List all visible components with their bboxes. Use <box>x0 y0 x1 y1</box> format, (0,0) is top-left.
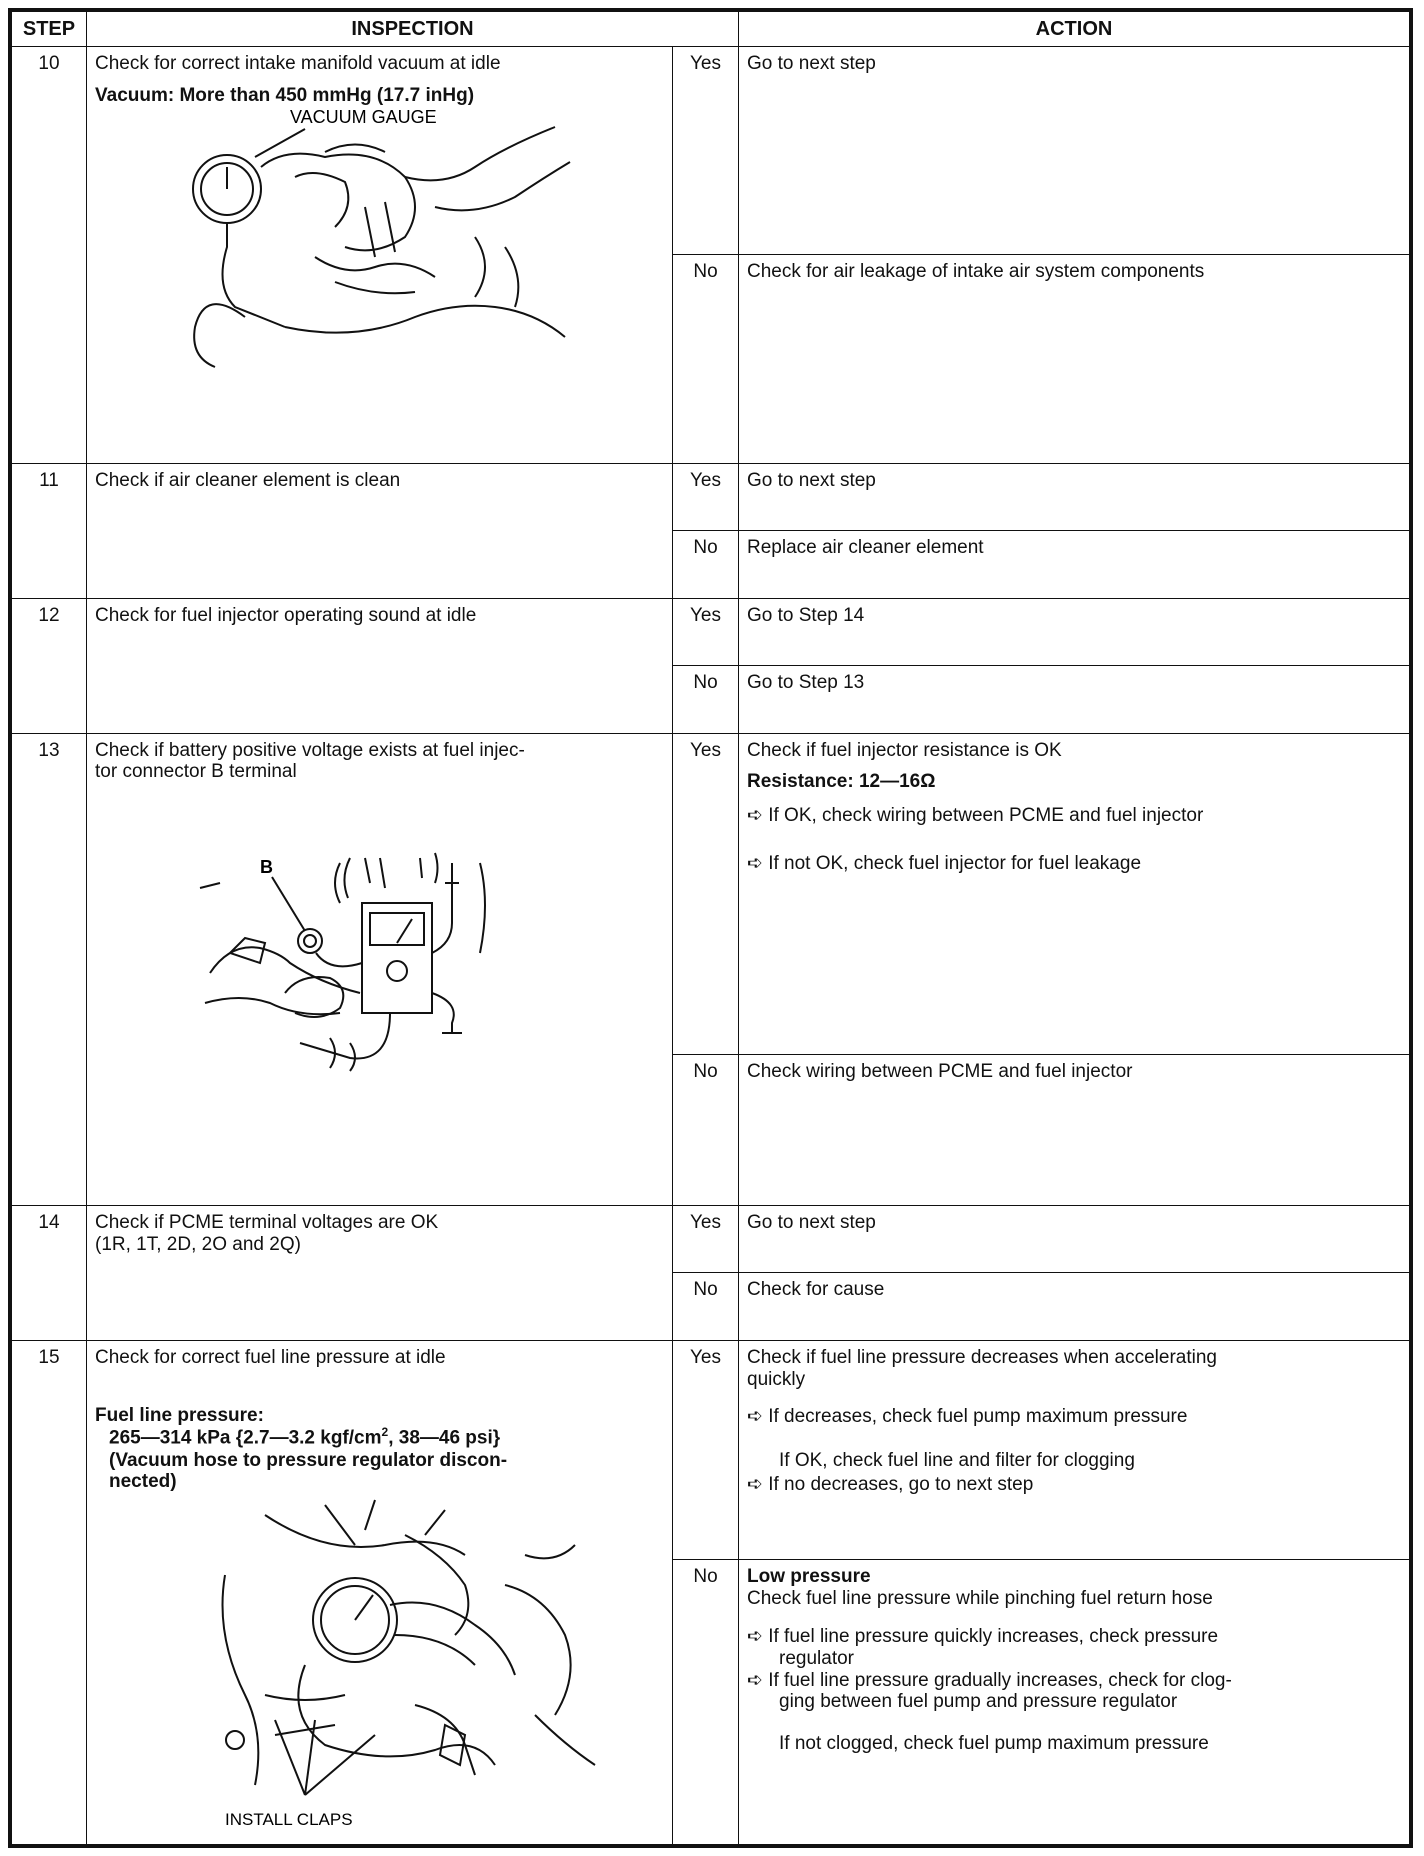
terminal-b-label: B <box>260 857 273 878</box>
pressure-spec-value: 265—314 kPa {2.7—3.2 kgf/$cm^2$, 38—46 psi} <box>109 1425 501 1449</box>
yes-action: Go to next step <box>739 1206 1410 1273</box>
step-15-yes-action <box>739 1340 1410 1559</box>
no-label: No <box>673 666 739 733</box>
header-inspection: INSPECTION <box>87 12 739 47</box>
no-action: Check wiring between PCME and fuel injector <box>739 1055 1410 1206</box>
no-label: No <box>673 1560 739 1845</box>
inspection-text: Check for correct intake manifold vacuum at idle <box>95 53 501 74</box>
yes-label: Yes <box>673 1340 739 1559</box>
step-number: 15 <box>12 1340 87 1844</box>
no-action: Check fuel line pressure while pinching fuel return hose <box>747 1588 1213 1610</box>
step-10-inspection <box>87 47 673 464</box>
pressure-spec-note-2: nected) <box>109 1471 177 1493</box>
low-pressure-title: Low pressure <box>747 1566 871 1588</box>
no-label: No <box>673 1273 739 1340</box>
if-ok-clogging-note: If OK, check fuel line and filter for clogging <box>779 1450 1135 1472</box>
header-row <box>12 12 1410 47</box>
step-13-yes-row <box>12 733 1410 1055</box>
step-number: 11 <box>12 464 87 599</box>
if-not-ok-note: ➪ If not OK, check fuel injector for fuel leakage <box>747 853 1142 875</box>
yes-label: Yes <box>673 733 739 1055</box>
if-no-decreases-note: ➪ If no decreases, go to next step <box>747 1474 1034 1496</box>
vacuum-spec: Vacuum: More than 450 mmHg (17.7 inHg) <box>95 84 475 106</box>
inspection-text-line-2: (1R, 1T, 2D, 2O and 2Q) <box>95 1233 301 1255</box>
gradual-increase-note-1: ➪ If fuel line pressure gradually increases, check for clog- <box>747 1669 1232 1691</box>
no-label: No <box>673 255 739 464</box>
quick-increase-note-1: ➪ If fuel line pressure quickly increases, check pressure <box>747 1625 1219 1647</box>
inspection-text-line-1: Check if battery positive voltage exists at fuel injec- <box>95 739 525 761</box>
quick-increase-note-2: regulator <box>779 1647 854 1669</box>
yes-action: Go to Step 14 <box>739 598 1410 665</box>
install-claps-label: INSTALL CLAPS <box>225 1810 353 1830</box>
fuel-pressure-gauge-figure <box>205 1495 605 1835</box>
step-14-inspection <box>87 1206 673 1341</box>
inspection-text-line-1: Check if PCME terminal voltages are OK <box>95 1212 439 1234</box>
no-action: Check for cause <box>739 1273 1410 1340</box>
yes-action: Go to next step <box>739 47 1410 255</box>
injector-voltage-figure <box>190 843 570 1073</box>
yes-label: Yes <box>673 464 739 530</box>
step-13-inspection <box>87 733 673 1205</box>
yes-action-line-1: Check if fuel line pressure decreases when accelerating <box>747 1346 1217 1368</box>
no-action: Replace air cleaner element <box>739 530 1410 598</box>
step-15-no-action <box>739 1560 1410 1845</box>
step-12-inspection: Check for fuel injector operating sound at idle <box>87 598 673 733</box>
step-number: 14 <box>12 1206 87 1341</box>
step-14-yes-row <box>12 1206 1410 1273</box>
troubleshooting-table <box>11 11 1410 1845</box>
step-number: 10 <box>12 47 87 464</box>
yes-action: Go to next step <box>739 464 1410 530</box>
no-label: No <box>673 1055 739 1206</box>
step-number: 12 <box>12 598 87 733</box>
yes-action: Check if fuel injector resistance is OK <box>747 739 1062 761</box>
if-ok-note: ➪ If OK, check wiring between PCME and fuel injector <box>747 805 1204 827</box>
pressure-spec-title: Fuel line pressure: <box>95 1404 264 1426</box>
no-label: No <box>673 530 739 598</box>
no-action: Go to Step 13 <box>739 666 1410 733</box>
vacuum-gauge-label: VACUUM GAUGE <box>290 106 437 127</box>
step-12-yes-row <box>12 598 1410 665</box>
header-action: ACTION <box>739 12 1410 47</box>
pressure-spec-note-1: (Vacuum hose to pressure regulator discon- <box>109 1449 508 1471</box>
step-15-yes-row <box>12 1340 1410 1559</box>
if-decreases-note: ➪ If decreases, check fuel pump maximum pressure <box>747 1406 1188 1428</box>
step-11-inspection: Check if air cleaner element is clean <box>87 464 673 599</box>
inspection-text: Check for correct fuel line pressure at idle <box>95 1346 446 1368</box>
yes-action-line-2: quickly <box>747 1368 806 1390</box>
not-clogged-note: If not clogged, check fuel pump maximum pressure <box>779 1733 1209 1755</box>
no-action: Check for air leakage of intake air system components <box>739 255 1410 464</box>
vacuum-gauge-figure <box>175 107 575 377</box>
inspection-text-line-2: tor connector B terminal <box>95 761 297 783</box>
yes-label: Yes <box>673 598 739 665</box>
yes-label: Yes <box>673 47 739 255</box>
step-13-yes-action <box>739 733 1410 1055</box>
step-number: 13 <box>12 733 87 1205</box>
step-15-inspection <box>87 1340 673 1844</box>
step-11-yes-row <box>12 464 1410 530</box>
diagnostic-table-sheet <box>8 8 1413 1848</box>
header-step: STEP <box>12 12 87 47</box>
gradual-increase-note-2: ging between fuel pump and pressure regulator <box>779 1691 1178 1713</box>
step-10-yes-row <box>12 47 1410 255</box>
resistance-spec: Resistance: 12—16Ω <box>747 771 936 793</box>
yes-label: Yes <box>673 1206 739 1273</box>
